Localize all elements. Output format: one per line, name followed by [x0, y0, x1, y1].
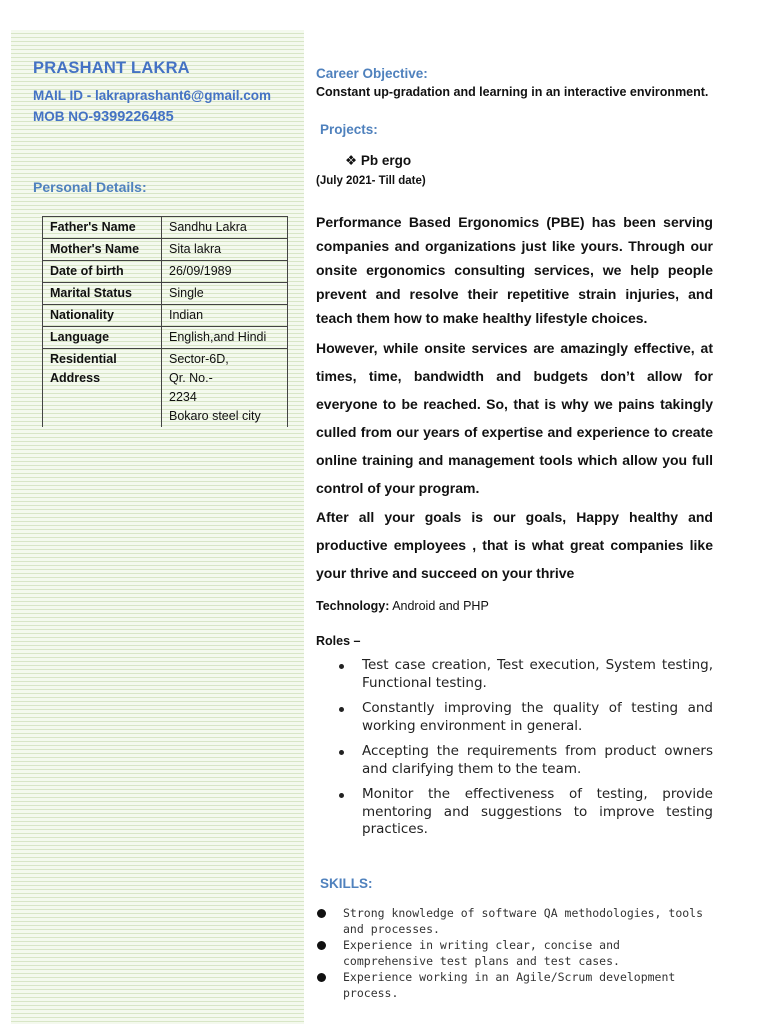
list-item: [334, 657, 713, 692]
bullet-icon: [339, 793, 344, 798]
table-row: [43, 305, 288, 327]
list-item: [315, 970, 710, 1001]
skill-text: Experience in writing clear, concise and comprehensive test plans and test cases.: [343, 938, 620, 968]
personal-details-title: Personal Details:: [33, 179, 147, 195]
table-row: [43, 327, 288, 349]
detail-key: Nationality: [43, 305, 162, 327]
skill-text: Strong knowledge of software QA methodologies, tools and processes.: [343, 906, 704, 936]
bullet-icon: [317, 909, 326, 918]
role-text: Accepting the requirements from product owners and clarifying them to the team.: [362, 743, 713, 777]
detail-value: Indian: [162, 305, 288, 327]
detail-value: 26/09/1989: [162, 261, 288, 283]
project-name: Pb ergo: [360, 153, 412, 168]
detail-value: [162, 349, 288, 428]
residential-key-line: Address: [50, 371, 101, 385]
career-objective-title: Career Objective:: [316, 66, 428, 81]
detail-value: Sita lakra: [162, 239, 288, 261]
role-text: Test case creation, Test execution, System testing, Functional testing.: [362, 657, 713, 691]
project-name-line: [345, 153, 411, 169]
project-paragraph: Performance Based Ergonomics (PBE) has been serving companies and organizations just like yours. Through our onsite ergonomics consulting services, we help people prevent and resolve their repetitive strain injuries, and teach them how to make healthy lifestyle choices.: [316, 214, 713, 326]
detail-key: Date of birth: [43, 261, 162, 283]
projects-title: Projects:: [320, 122, 378, 137]
technology-label: Technology:: [316, 599, 390, 613]
table-row: [43, 217, 288, 239]
detail-value: Single: [162, 283, 288, 305]
detail-key: Language: [43, 327, 162, 349]
residential-key-line: Residential: [50, 352, 117, 366]
detail-value: Sandhu Lakra: [162, 217, 288, 239]
detail-key: [43, 349, 162, 428]
detail-key: Father's Name: [43, 217, 162, 239]
list-item: [315, 906, 710, 937]
career-objective-text: Constant up-gradation and learning in an interactive environment.: [316, 85, 709, 99]
roles-list: [334, 657, 713, 847]
bullet-icon: [339, 707, 344, 712]
address-line: Bokaro steel city: [169, 409, 261, 423]
list-item: [334, 700, 713, 735]
candidate-name: PRASHANT LAKRA: [33, 59, 190, 77]
skills-title: SKILLS:: [320, 876, 373, 891]
detail-key: Marital Status: [43, 283, 162, 305]
skill-text: Experience working in an Agile/Scrum development process.: [343, 970, 676, 1000]
technology-value: Android and PHP: [392, 599, 489, 613]
list-item: [315, 938, 710, 969]
phone-label: MOB NO-: [33, 109, 93, 124]
list-item: [334, 786, 713, 839]
table-row: [43, 349, 288, 428]
bullet-icon: [339, 664, 344, 669]
role-text: Constantly improving the quality of testing and working environment in general.: [362, 700, 713, 734]
address-line: Sector-6D,: [169, 352, 229, 366]
project-paragraph: However, while onsite services are amazingly effective, at times, time, bandwidth and budgets don’t allow for everyone to be reached. So, that is why we pains takingly culled from our years of expertise and experience to create online training and management tools which allow you full control of your program.: [316, 340, 713, 496]
phone-number: 9399226485: [93, 109, 174, 125]
address-line: 2234: [169, 390, 197, 404]
table-row: [43, 283, 288, 305]
diamond-bullet-icon: ❖: [345, 153, 358, 168]
email-line: MAIL ID - lakraprashant6@gmail.com: [33, 88, 271, 103]
bullet-icon: [317, 941, 326, 950]
phone-line: [33, 109, 174, 125]
personal-details-table: [42, 216, 288, 427]
project-date: (July 2021- Till date): [316, 175, 426, 187]
skills-list: [315, 906, 710, 1002]
table-row: [43, 261, 288, 283]
roles-label: Roles –: [316, 634, 361, 648]
detail-key: Mother's Name: [43, 239, 162, 261]
detail-value: English,and Hindi: [162, 327, 288, 349]
list-item: [334, 743, 713, 778]
table-row: [43, 239, 288, 261]
project-paragraph: After all your goals is our goals, Happy healthy and productive employees , that is what great companies like your thrive and succeed on your thrive: [316, 509, 713, 581]
role-text: Monitor the effectiveness of testing, provide mentoring and suggestions to improve testing practices.: [362, 786, 713, 837]
bullet-icon: [339, 750, 344, 755]
technology-line: [316, 599, 489, 613]
bullet-icon: [317, 973, 326, 982]
address-line: Qr. No.-: [169, 371, 213, 385]
